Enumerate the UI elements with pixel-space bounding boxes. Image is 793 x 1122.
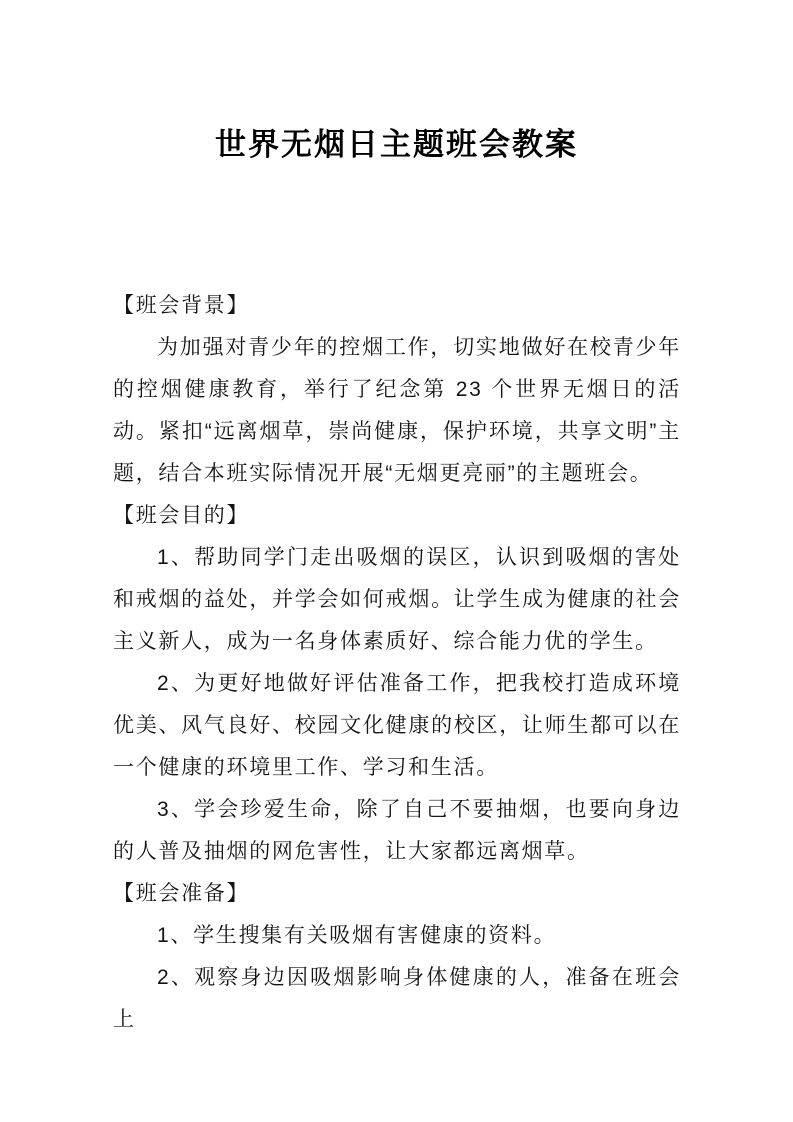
paragraph: 1、帮助同学门走出吸烟的误区，认识到吸烟的害处和戒烟的益处，并学会如何戒烟。让学生成为健康的社会主义新人，成为一名身体素质好、综合能力优的学生。 <box>113 546 681 653</box>
document-title: 世界无烟日主题班会教案 <box>215 127 578 162</box>
paragraph: 1、学生搜集有关吸烟有害健康的资料。 <box>157 924 557 947</box>
section-heading: 【班会目的】 <box>113 504 250 527</box>
paragraph: 3、学会珍爱生命，除了自己不要抽烟，也要向身边的人普及抽烟的网危害性，让大家都远离烟草。 <box>113 798 681 863</box>
paragraph: 2、为更好地做好评估准备工作，把我校打造成环境优美、风气良好、校园文化健康的校区，让师生都可以在一个健康的环境里工作、学习和生活。 <box>113 672 681 779</box>
paragraph: 2、观察身边因吸烟影响身体健康的人，准备在班会上 <box>113 966 681 1031</box>
paragraph: 为加强对青少年的控烟工作，切实地做好在校青少年的控烟健康教育，举行了纪念第 23 个世界无烟日的活动。紧扣“远离烟草，崇尚健康，保护环境，共享文明”主题，结合本班实际情况开展“无烟更亮丽”的主题班会。 <box>113 336 681 485</box>
section-heading: 【班会准备】 <box>113 882 250 905</box>
section-heading: 【班会背景】 <box>113 294 250 317</box>
document-body <box>113 285 681 1041</box>
